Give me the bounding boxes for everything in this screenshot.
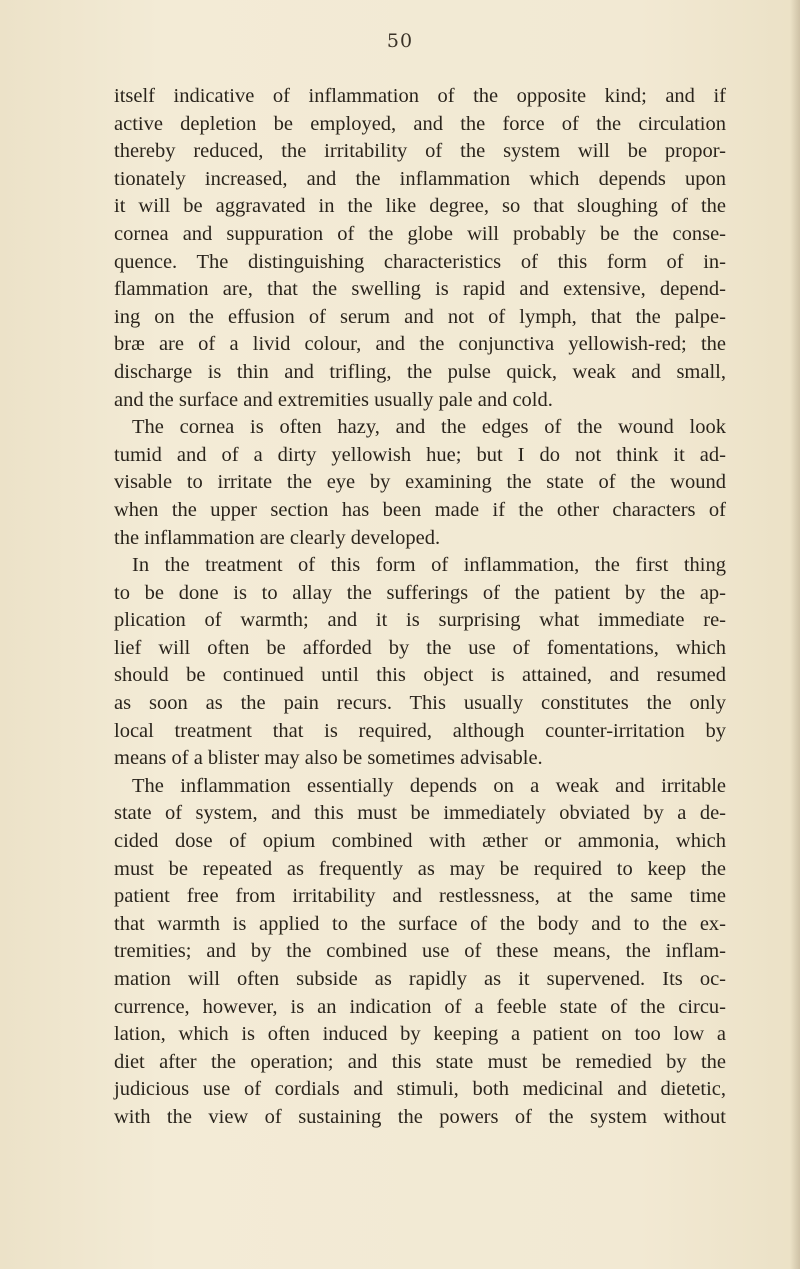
text-line: judicious use of cordials and stimuli, both medicinal and dietetic, [114, 1078, 726, 1101]
text-line: lief will often be afforded by the use of fomentations, which [114, 636, 726, 659]
text-line: ing on the effusion of serum and not of lymph, that the palpe- [114, 305, 726, 328]
text-line: itself indicative of inflammation of the opposite kind; and if [114, 85, 726, 107]
text-line: In the treatment of this form of inflammation, the first thing [132, 554, 726, 577]
text-line: it will be aggravated in the like degree, so that sloughing of the [114, 195, 726, 218]
text-line: tionately increased, and the inflammation which depends upon [114, 167, 726, 190]
text-line: must be repeated as frequently as may be required to keep the [114, 857, 726, 880]
text-line: local treatment that is required, although counter-irritation by [114, 719, 726, 742]
text-line: quence. The distinguishing characteristics of this form of in- [114, 250, 726, 273]
text-line: when the upper section has been made if the other characters of [114, 498, 726, 521]
text-line: should be continued until this object is attained, and resumed [114, 664, 726, 687]
paragraph [114, 552, 726, 773]
text-line: flammation are, that the swelling is rapid and extensive, depend- [114, 278, 726, 301]
text-line: The inflammation essentially depends on a weak and irritable [132, 774, 726, 797]
body-text [114, 83, 726, 1132]
page-number: 50 [386, 30, 414, 52]
text-line: state of system, and this must be immediately obviated by a de- [114, 802, 726, 825]
paragraph [114, 414, 726, 552]
text-line: and the surface and extremities usually pale and cold. [114, 388, 553, 411]
text-line: tremities; and by the combined use of these means, the inflam- [114, 940, 726, 963]
text-line: cornea and suppuration of the globe will probably be the conse- [114, 222, 726, 245]
text-line: the inflammation are clearly developed. [114, 526, 441, 549]
paragraph [114, 773, 726, 1132]
text-line: The cornea is often hazy, and the edges of the wound look [132, 416, 726, 439]
text-line: as soon as the pain recurs. This usually constitutes the only [114, 692, 726, 715]
text-line: discharge is thin and trifling, the pulse quick, weak and small, [114, 360, 726, 383]
text-line: that warmth is applied to the surface of the body and to the ex- [114, 912, 726, 935]
text-line: visable to irritate the eye by examining the state of the wound [114, 471, 726, 494]
text-line: with the view of sustaining the powers of the system without [114, 1105, 726, 1128]
text-line: means of a blister may also be sometimes advisable. [114, 747, 543, 770]
text-line: to be done is to allay the sufferings of the patient by the ap- [114, 581, 726, 604]
page-edge-shadow [790, 0, 800, 1269]
text-line: tumid and of a dirty yellowish hue; but I do not think it ad- [114, 443, 726, 466]
text-line: plication of warmth; and it is surprising what immediate re- [114, 609, 726, 632]
text-line: patient free from irritability and restlessness, at the same time [114, 885, 726, 908]
paragraph [114, 83, 726, 414]
text-line: thereby reduced, the irritability of the system will be propor- [114, 140, 726, 163]
text-line: cided dose of opium combined with æther or ammonia, which [114, 830, 726, 853]
text-line: mation will often subside as rapidly as it supervened. Its oc- [114, 968, 726, 990]
text-line: active depletion be employed, and the force of the circulation [114, 112, 726, 135]
text-line: currence, however, is an indication of a feeble state of the circu- [114, 995, 726, 1018]
text-line: lation, which is often induced by keeping a patient on too low a [114, 1023, 726, 1046]
text-line: bræ are of a livid colour, and the conjunctiva yellowish-red; the [114, 333, 726, 356]
text-line: diet after the operation; and this state must be remedied by the [114, 1050, 726, 1073]
